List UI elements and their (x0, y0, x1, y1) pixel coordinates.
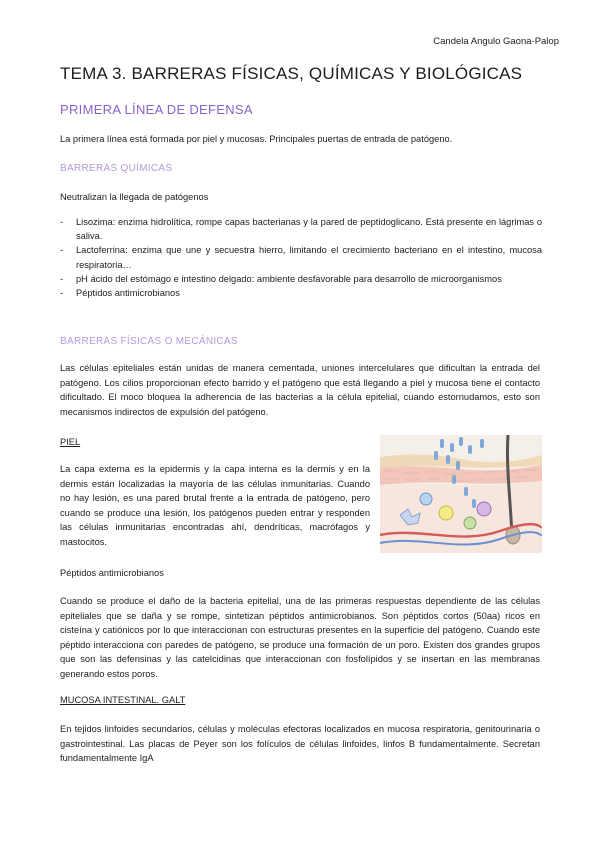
subheading-mucosa-galt: MUCOSA INTESTINAL. GALT (60, 695, 186, 705)
section-heading-primera-linea: PRIMERA LÍNEA DE DEFENSA (60, 102, 253, 117)
list-item: - Péptidos antimicrobianos (60, 288, 180, 299)
subheading-barreras-fisicas: BARRERAS FÍSICAS O MECÁNICAS (60, 336, 238, 347)
barreras-fisicas-paragraph: Las células epiteliales están unidas de manera cementada, uniones intercelulares que dificultan la entrada del patógeno. Los cilios proporcionan efecto barrido y el patógeno que está llegando a piel y mucosa tiene el contacto dificultado. El moco bloquea la adherencia de las bacterias a la célula epitelial, cuando estornudamos, esto son mecanismos indirectos de expulsión del patógeno. (60, 363, 540, 417)
piel-paragraph: La capa externa es la epidermis y la capa interna es la dermis y en la dermis están localizadas la mayoría de las células inmunitarias. Cuando no hay lesión, es una pared brutal frente a la entrada de patógeno, pero cuando se produce una lesión, los patógenos pueden entrar y responden las células inmunitarias encontradas ahí, dendríticas, macrófagos y mastocitos. (60, 464, 370, 547)
peptidos-paragraph: Cuando se produce el daño de la bacteria epitelial, una de las primeras respuestas dependiente de las células epiteliales que se daña y se rompe, sintetizan péptidos antimicrobianos. Son péptidos cortos (50aa) ricos en cisteína y catiónicos por lo que interaccionan con estructuras presentes en la superficie del patógeno. Cuando este péptido interacciona con paredes de patógeno, se produce una formación de un poro. Existen dos grandes grupos que son las defensinas y las catelcidinas que interaccionan con fosfolípidos y se insertan en las membranas generando estos poros. (60, 596, 540, 679)
subheading-barreras-quimicas: BARRERAS QUÍMICAS (60, 163, 173, 174)
subheading-piel: PIEL (60, 437, 81, 447)
page-title: TEMA 3. BARRERAS FÍSICAS, QUÍMICAS Y BIOLÓGICAS (60, 64, 523, 83)
barreras-quimicas-list (60, 215, 542, 300)
mucosa-paragraph: En tejidos linfoides secundarios, células y moléculas efectoras localizados en mucosa respiratoria, genitourinaria o gastrointestinal. Las placas de Peyer son los folículos de células linfoides, linfos B fundamentalmente. Secretan fundamentalmente IgA (60, 724, 540, 763)
list-item: - Lisozima: enzima hidrolítica, rompe capas bacterianas y la pared de peptidoglicano. Está presente en lágrimas o saliva. (60, 217, 542, 242)
list-item: - Lactoferrina: enzima que une y secuestra hierro, limitando el crecimiento bacteriano en el intestino, mucosa respiratoria… (60, 245, 542, 270)
subheading-peptidos: Péptidos antimicrobianos (60, 568, 164, 578)
author-name: Candela Angulo Gaona-Palop (433, 36, 559, 47)
list-item: - pH ácido del estómago e intestino delgado: ambiente desfavorable para desarrollo de microorganismos (60, 273, 502, 284)
intro-paragraph: La primera línea está formada por piel y mucosas. Principales puertas de entrada de patógeno. (60, 134, 453, 144)
skin-layers-diagram (380, 435, 542, 553)
skin-illustration (380, 435, 542, 553)
barreras-quimicas-lead: Neutralizan la llegada de patógenos (60, 192, 209, 202)
